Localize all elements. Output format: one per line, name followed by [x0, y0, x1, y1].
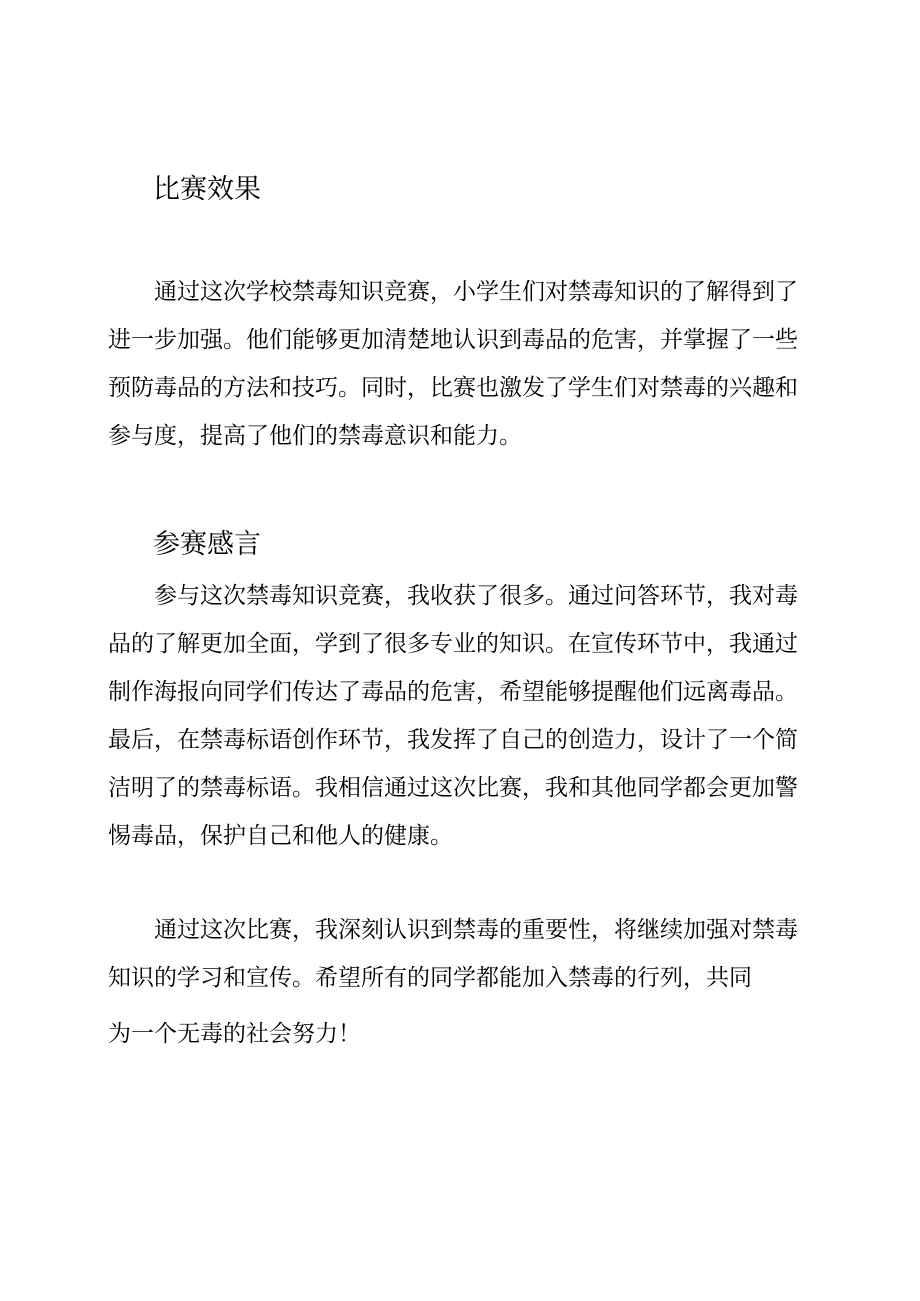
- text-line: 知识的学习和宣传。希望所有的同学都能加入禁毒的行列，共同: [108, 965, 752, 991]
- text-line: 最后，在禁毒标语创作环节，我发挥了自己的创造力，设计了一个简: [108, 727, 798, 753]
- text-line: 制作海报向同学们传达了毒品的危害，希望能够提醒他们远离毒品。: [108, 679, 798, 705]
- text-line: 通过这次学校禁毒知识竞赛，小学生们对禁毒知识的了解得到了: [154, 279, 798, 305]
- section-heading-participation-thoughts: 参赛感言: [153, 529, 261, 560]
- text-line: 惕毒品，保护自己和他人的健康。: [108, 823, 453, 849]
- text-line: 为一个无毒的社会努力！: [108, 1021, 361, 1047]
- text-line: 参与度，提高了他们的禁毒意识和能力。: [108, 423, 522, 449]
- paragraph-competition-effect: [108, 268, 810, 460]
- paragraph-conclusion: [108, 906, 810, 1058]
- text-line: 进一步加强。他们能够更加清楚地认识到毒品的危害，并掌握了一些: [108, 327, 798, 353]
- text-line: 参与这次禁毒知识竞赛，我收获了很多。通过问答环节，我对毒: [154, 583, 798, 609]
- text-line: 通过这次比赛，我深刻认识到禁毒的重要性，将继续加强对禁毒: [154, 917, 798, 943]
- text-line: 品的了解更加全面，学到了很多专业的知识。在宣传环节中，我通过: [108, 631, 798, 657]
- paragraph-participation-thoughts: [108, 572, 810, 860]
- text-line: 预防毒品的方法和技巧。同时，比赛也激发了学生们对禁毒的兴趣和: [108, 375, 798, 401]
- text-line: 洁明了的禁毒标语。我相信通过这次比赛，我和其他同学都会更加警: [108, 775, 798, 801]
- section-heading-competition-effect: 比赛效果: [153, 174, 261, 205]
